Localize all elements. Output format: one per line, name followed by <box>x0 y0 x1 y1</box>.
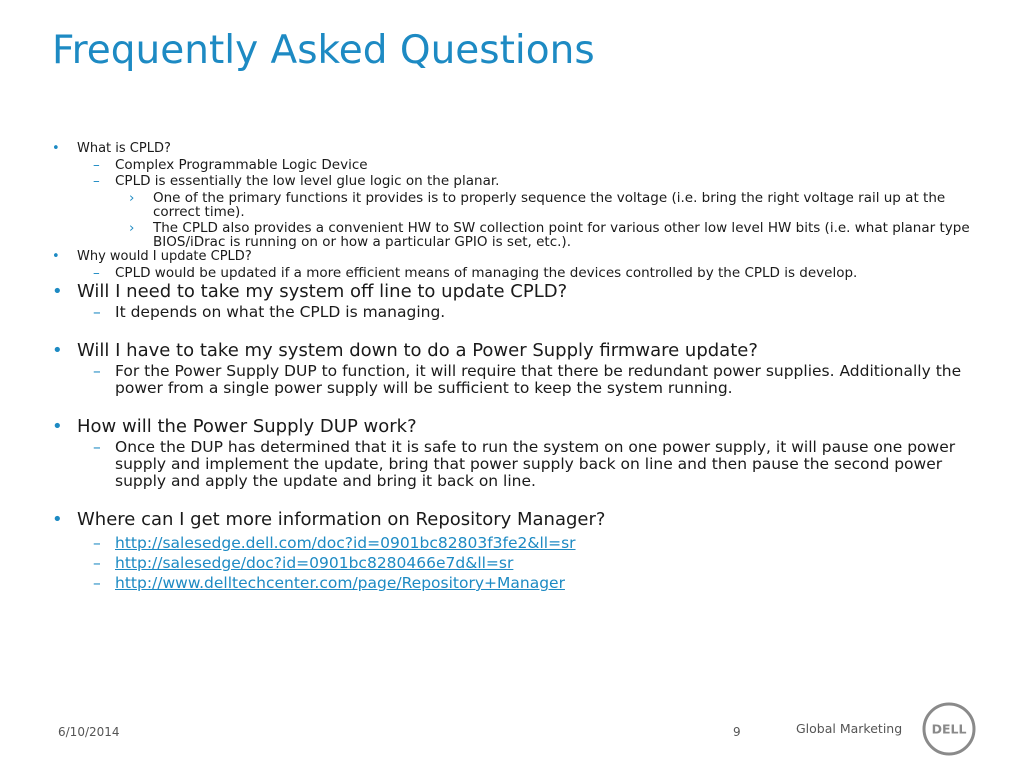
faq-content <box>52 141 972 593</box>
delltechcenter-link[interactable]: http://www.delltechcenter.com/page/Repository+Manager <box>115 574 565 592</box>
bullet-icon: • <box>52 249 60 264</box>
dash-bullet-icon: – <box>93 303 101 321</box>
dash-bullet-icon: – <box>93 362 101 380</box>
sub-answer-text: One of the primary functions it provides is to properly sequence the voltage (i.e. bring the right voltage rail up at the correct time). <box>153 190 946 220</box>
question-text: Will I have to take my system down to do a Power Supply firmware update? <box>77 340 758 361</box>
answer-text: Once the DUP has determined that it is safe to run the system on one power supply, it will pause one power supply and implement the update, bring that power supply back on line and then pause the second power supply and apply the update and bring it back on line. <box>115 438 956 490</box>
answer-text: CPLD would be updated if a more efficient means of managing the devices controlled by the CPLD is develop. <box>115 265 858 281</box>
chevron-right-icon: › <box>129 220 135 236</box>
bullet-icon: • <box>52 141 60 156</box>
question-text: Where can I get more information on Repository Manager? <box>77 509 606 530</box>
question-text: Will I need to take my system off line to update CPLD? <box>77 281 568 302</box>
dell-logo-icon <box>922 702 976 756</box>
answer-text: It depends on what the CPLD is managing. <box>115 303 446 321</box>
sub-answer-text: The CPLD also provides a convenient HW to SW collection point for various other low level HW bits (i.e. what planar type BIOS/iDrac is running on or how a particular GPIO is set, etc.). <box>153 220 970 250</box>
faq-sub-answer <box>52 221 972 249</box>
dash-bullet-icon: – <box>93 265 100 281</box>
dash-bullet-icon: – <box>93 574 101 592</box>
answer-text: CPLD is essentially the low level glue logic on the planar. <box>115 173 500 189</box>
answer-text: Complex Programmable Logic Device <box>115 157 368 173</box>
salesedge-link-2[interactable]: http://salesedge/doc?id=0901bc8280466e7d&ll=sr <box>115 554 514 572</box>
page-number: 9 <box>733 725 741 739</box>
faq-question-cpld <box>52 141 972 157</box>
answer-text: For the Power Supply DUP to function, it will require that there be redundant power supplies. Additionally the power from a single power supply will be sufficient to keep the system running. <box>115 362 962 397</box>
faq-question-dup <box>52 417 972 437</box>
faq-question-why-update <box>52 249 972 265</box>
faq-question-more-info <box>52 510 972 530</box>
dash-bullet-icon: – <box>93 554 101 572</box>
dash-bullet-icon: – <box>93 173 100 189</box>
question-text: Why would I update CPLD? <box>77 249 252 264</box>
dash-bullet-icon: – <box>93 534 101 552</box>
faq-answer <box>52 363 972 397</box>
dash-bullet-icon: – <box>93 157 100 173</box>
faq-link-item <box>52 553 972 573</box>
faq-link-item <box>52 573 972 593</box>
faq-question-offline <box>52 282 972 302</box>
footer-brand-text: Global Marketing <box>796 721 903 736</box>
dash-bullet-icon: – <box>93 438 101 456</box>
faq-answer <box>52 173 972 189</box>
faq-answer <box>52 439 972 490</box>
faq-answer <box>52 157 972 173</box>
salesedge-link-1[interactable]: http://salesedge.dell.com/doc?id=0901bc82803f3fe2&ll=sr <box>115 534 576 552</box>
slide-title: Frequently Asked Questions <box>52 28 595 73</box>
svg-text:DELL: DELL <box>931 721 967 737</box>
footer-date: 6/10/2014 <box>58 725 120 739</box>
question-text: How will the Power Supply DUP work? <box>77 416 417 437</box>
faq-sub-answer <box>52 191 972 219</box>
chevron-right-icon: › <box>129 190 135 206</box>
faq-answer <box>52 265 972 280</box>
bullet-icon: • <box>52 340 63 361</box>
faq-link-item <box>52 533 972 553</box>
bullet-icon: • <box>52 281 63 302</box>
question-text: What is CPLD? <box>77 141 171 156</box>
bullet-icon: • <box>52 509 63 530</box>
bullet-icon: • <box>52 416 63 437</box>
faq-answer <box>52 304 972 321</box>
faq-question-power-supply <box>52 341 972 361</box>
